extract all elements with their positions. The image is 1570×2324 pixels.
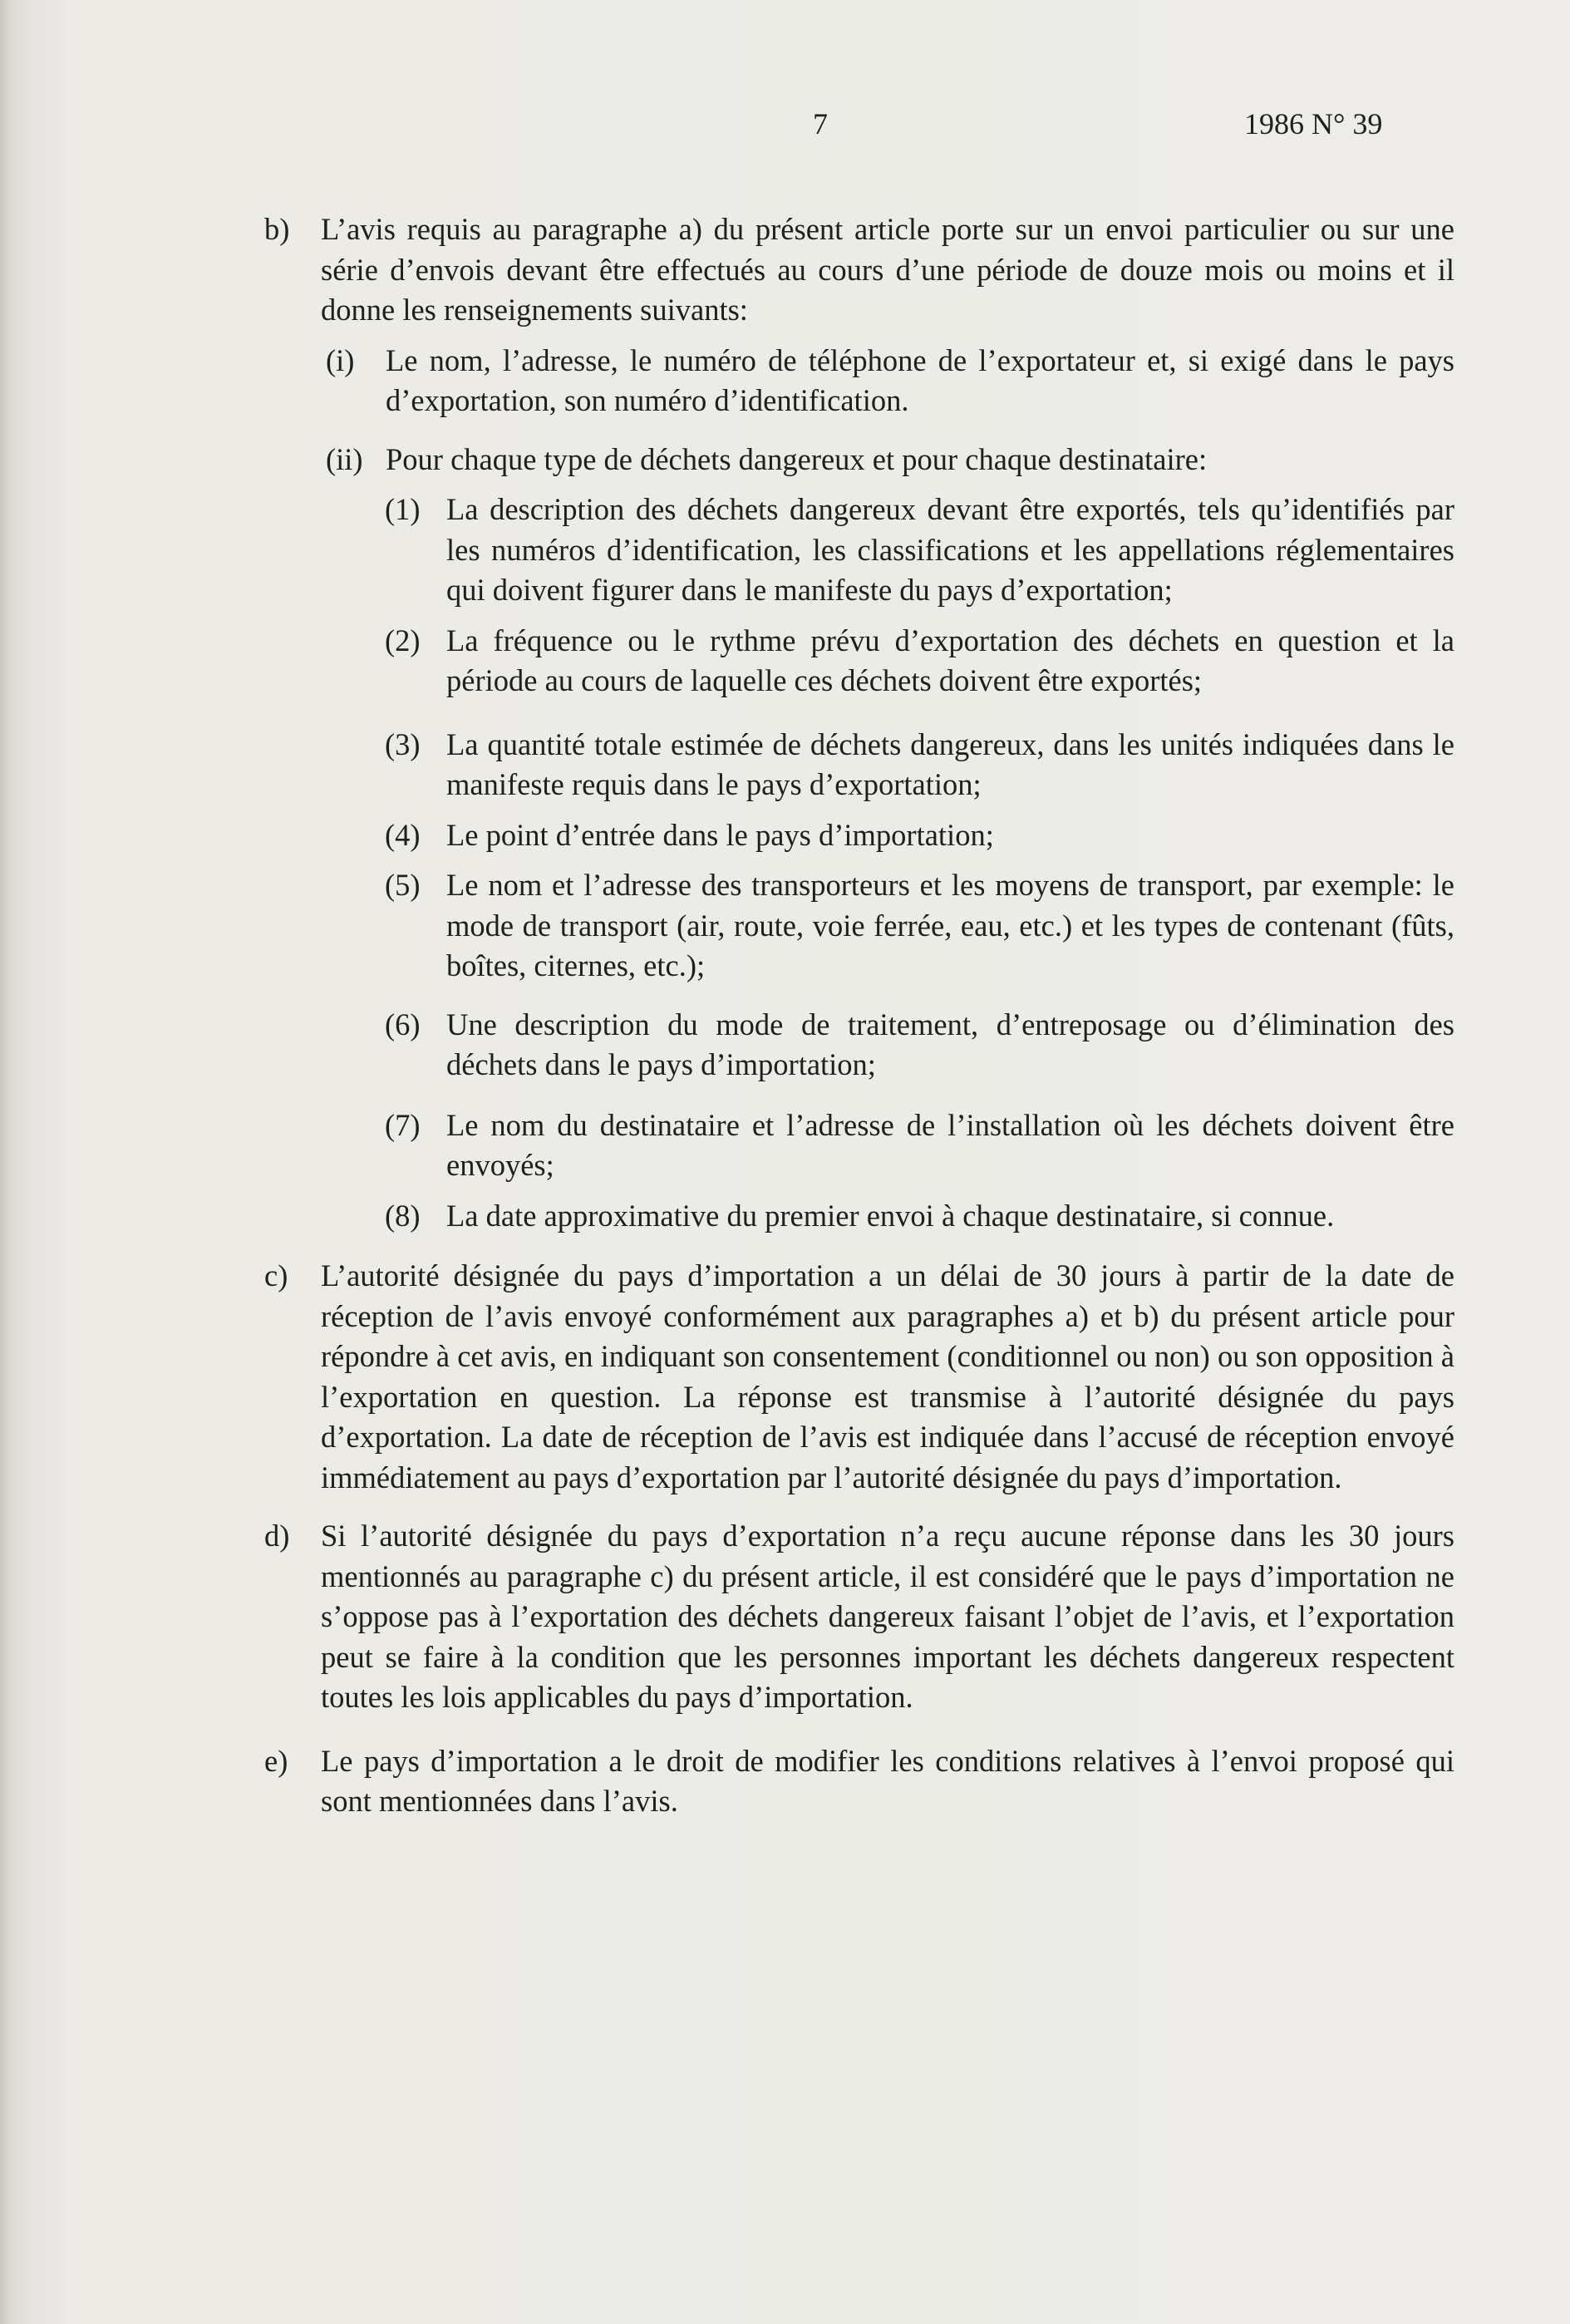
list-item (264, 1105, 1454, 1186)
item-label: (2) (385, 623, 421, 657)
paragraph-c (264, 1256, 1454, 1498)
item-label: (4) (385, 817, 421, 852)
paragraph-d (264, 1516, 1454, 1718)
paragraph-text: L’avis requis au paragraphe a) du présent article porte sur un envoi particulier ou sur une série d’envois devant être effectués au cours d’une période de douze mois ou moins et il donne les renseignements suivants: (321, 212, 1454, 327)
item-label: (1) (385, 492, 421, 526)
item-text: La date approximative du premier envoi à chaque destinataire, si connue. (446, 1198, 1335, 1233)
list-item (264, 490, 1454, 611)
subparagraph-text: Le nom, l’adresse, le numéro de téléphone de l’exportateur et, si exigé dans le pays d’exportation, son numéro d’identification. (386, 342, 1454, 417)
item-text: Une description du mode de traitement, d’entreposage ou d’élimination des déchets dans le pays d’importation; (446, 1007, 1454, 1081)
page-number: 7 (813, 107, 828, 140)
paragraph-e (264, 1741, 1454, 1822)
item-text: La quantité totale estimée de déchets dangereux, dans les unités indiquées dans le manifeste requis dans le pays d’exportation; (446, 726, 1454, 801)
paragraph-text: L’autorité désignée du pays d’importation a un délai de 30 jours à partir de la date de réception de l’avis envoyé conformément aux paragraphes a) et b) du présent article pour répondre à cet avis, en indiquant son consentement (conditionnel ou non) ou son opposition à l’exportation en question. La réponse est transmise à l’autorité désignée du pays d’exportation. La date de réception de l’avis est indiquée dans l’accusé de réception envoyé immédiatement au pays d’exportation par l’autorité désignée du pays d’importation. (321, 1258, 1454, 1494)
item-text: Le point d’entrée dans le pays d’importation; (446, 817, 994, 852)
item-label: (5) (385, 868, 421, 902)
page-header (0, 106, 1570, 156)
document-body (264, 209, 1454, 1822)
page-binding-edge (0, 0, 12, 2324)
subparagraph-i (264, 341, 1454, 421)
list-item (264, 815, 1454, 856)
list-item (264, 621, 1454, 702)
item-text: La fréquence ou le rythme prévu d’exportation des déchets en question et la période au cours de laquelle ces déchets doivent être exportés; (446, 623, 1454, 697)
item-text: Le nom du destinataire et l’adresse de l’installation où les déchets doivent être envoyés; (446, 1107, 1454, 1182)
paragraph-label: c) (264, 1258, 288, 1292)
list-item (264, 1005, 1454, 1086)
list-item (264, 725, 1454, 805)
list-item (264, 865, 1454, 987)
list-item (264, 1196, 1454, 1237)
paragraph-label: d) (264, 1519, 290, 1553)
subparagraph-ii (264, 440, 1454, 480)
subparagraph-text: Pour chaque type de déchets dangereux et pour chaque destinataire: (386, 441, 1208, 476)
item-label: (8) (385, 1198, 421, 1233)
item-text: Le nom et l’adresse des transporteurs et les moyens de transport, par exemple: le mode de transport (air, route, voie ferrée, eau, etc.) et les types de contenant (fûts, boîtes, citernes, etc.); (446, 868, 1454, 982)
paragraph-text: Si l’autorité désignée du pays d’exportation n’a reçu aucune réponse dans les 30 jours mentionnés au paragraphe c) du présent article, il est considéré que le pays d’importation ne s’oppose pas à l’exportation des déchets dangereux faisant l’objet de l’avis, et l’exportation peut se faire à la condition que les personnes important les déchets dangereux respectent toutes les lois applicables du pays d’importation. (321, 1519, 1454, 1714)
item-label: (7) (385, 1107, 421, 1142)
paragraph-label: e) (264, 1743, 288, 1778)
item-label: (6) (385, 1007, 421, 1041)
subparagraph-label: (ii) (326, 441, 363, 476)
item-text: La description des déchets dangereux devant être exportés, tels qu’identifiés par les numéros d’identification, les classifications et les appellations réglementaires qui doivent figurer dans le manifeste du pays d’exportation; (446, 492, 1454, 607)
paragraph-label: b) (264, 212, 290, 246)
document-reference: 1986 N° 39 (1244, 107, 1383, 140)
paragraph-text: Le pays d’importation a le droit de modifier les conditions relatives à l’envoi proposé qui sont mentionnées dans l’avis. (321, 1743, 1454, 1818)
paragraph-b (264, 209, 1454, 331)
subparagraph-label: (i) (326, 342, 355, 377)
item-label: (3) (385, 726, 421, 761)
